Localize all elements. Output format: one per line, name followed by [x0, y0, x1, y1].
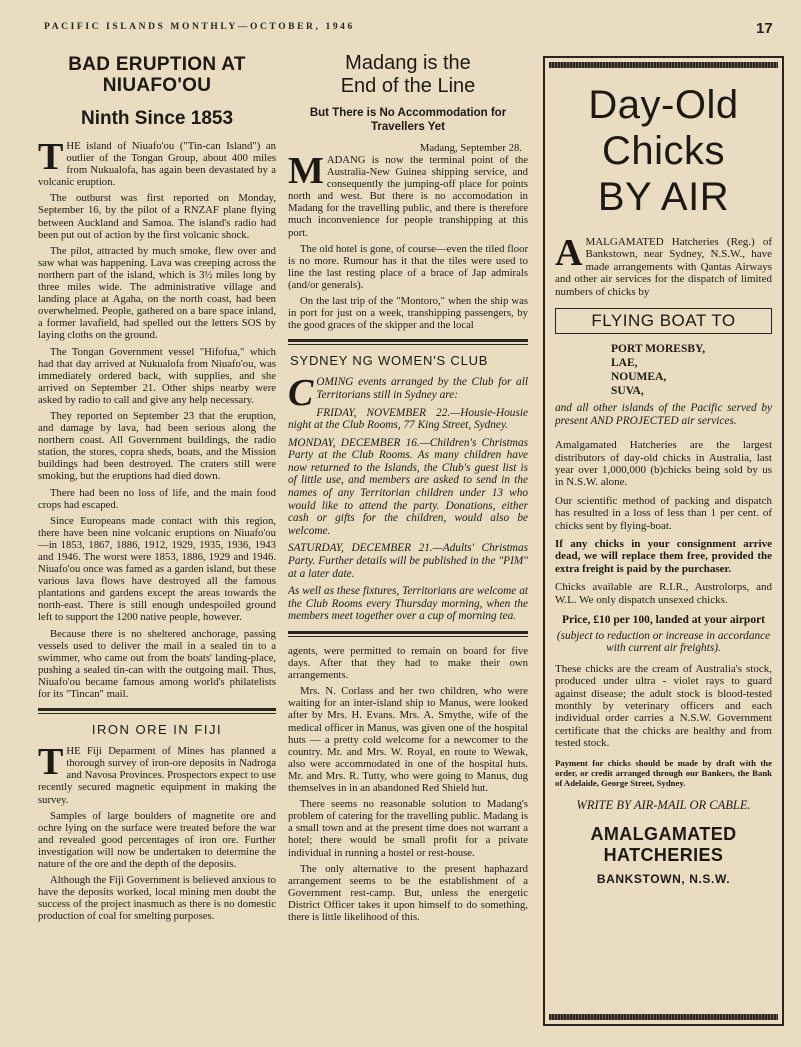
paragraph: As well as these fixtures, Territorians are welcome at the Club Rooms every Thursday morning, when the members meet together over a cup of morning tea. [288, 585, 528, 623]
ad-location: BANKSTOWN, N.S.W. [596, 871, 731, 886]
ad-port: SUVA, [611, 385, 644, 398]
ad-paragraph: These chicks are the cream of Australia's stock, produced under ultra - violet rays to guard against disease; the adult stock is blood-tested monthly by veterinary officers and each individual order carries a N.S.W. Government certificate that the chicks are healthy and from tested stock. [555, 662, 772, 750]
paragraph: They reported on September 23 that the eruption, and damage by lava, had been serious along the northern coast. All Government buildings, the radio station, the stores, copra sheds, boats, and the Mission buildings had been destroyed. The craters still were smoking, but the eruptions had died down. [38, 409, 276, 483]
paragraph: Because there is no sheltered anchorage, passing vessels used to deliver the mail in a sealed tin to a swimmer, who came out from the boats' landing-place, pushing a sealed tin-can with the outgoing mail. Thus, Niuafo'ou became famous among world's philatelists for its "Tincan" mail. [38, 627, 276, 701]
paragraph: Samples of large boulders of magnetite ore and ochre lying on the surface were treated before the war and revealed good percentages of iron ore. Further investigation will now be undertaken to determine the nature of the ore and the depth of the deposits. [38, 809, 276, 870]
ad-port: NOUMEA, [611, 371, 667, 384]
paragraph: The only alternative to the present haphazard arrangement seems to be the establishment of a Government rest-camp. But, unless the energetic District Officer takes it upon himself to do something, there is little likelihood of this. [288, 862, 528, 923]
paragraph: THE island of Niuafo'ou ("Tin-can Island") an outlier of the Tongan Group, about 400 miles from Nukualofa, has again been devastated by a volcanic eruption. [38, 136, 276, 189]
dateline: Madang, September 28. [419, 142, 522, 154]
page-number: 17 [756, 20, 773, 37]
article-iron-body [38, 741, 276, 923]
subhead-ninth: Ninth Since 1853 [80, 108, 234, 129]
paragraph: Mrs. N. Corlass and her two children, who were waiting for an inter-island ship to Manus, were looked after by Mrs. H. Evans. Mrs. A. Smythe, wife of the medical officer in Manus, was given one of the hospital huts — a pretty cold welcome for a newcomer to the country. Mr. and Mrs. W. Royal, en route to Wewak, also were accommodated in one of the hospital huts. Mr. and Mrs. R. Tutty, who were going to Manus, dug themselves in in an abandoned Red Shield hut. [288, 685, 528, 795]
ad-border-bar [549, 1014, 778, 1020]
ad-border-bar [549, 62, 778, 68]
headline-madang-1: Madang is the [345, 52, 471, 74]
headline-madang-2: End of the Line [340, 75, 476, 97]
ad-payment-note: Payment for chicks should be made by draft with the order, or credit arranged through our Bankers, the Bank of Adelaide, George Street, Sydney. [555, 757, 772, 788]
paragraph: Since Europeans made contact with this region, there have been nine volcanic eruptions on Niuafo'ou—in 1853, 1867, 1886, 1912, 1929, 1935, 1936, 1943 and 1946. The worst were 1853, 1886, 1929 and 1946. Niuafo'ou once was famed as a garden island, but these various lava flows have destroyed all the famous plantations and gardens except the areas towards the north-east. There is still enough undespoiled ground left to support the 1200 native people, however. [38, 514, 276, 624]
headline-iron-ore: IRON ORE IN FIJI [91, 722, 223, 738]
subhead-accommodation: But There is No Accommodation for Travellers Yet [309, 107, 507, 133]
column-madang [288, 52, 528, 927]
paragraph: MONDAY, DECEMBER 16.—Children's Christmas Party at the Club Rooms. As many children have now returned to the Islands, the Club's guest list is of little use, and members are asked to send in the names of any Territorian children under 13 who would like to attend the party. Donations, either cash or gifts for the children, would also be welcome. [288, 436, 528, 537]
paragraph: The Tongan Government vessel "Hifofua," which had that day arrived at Nukualofa from Niuafo'ou, was immediately ordered back, with supplies, and she arrived on September 21. Other ships nearby were asked by radio to call and give any help necessary. [38, 345, 276, 406]
headline-eruption: BAD ERUPTION AT NIUAFO'OU [68, 54, 246, 96]
ad-paragraph: Amalgamated Hatcheries are the largest distributors of day-old chicks in Australia, last year over 1,000,000 (b)chicks being sold by us in N.S.W. alone. [555, 439, 772, 489]
ad-write-by-air-mail: WRITE BY AIR-MAIL OR CABLE. [576, 797, 751, 812]
ad-port-list [555, 342, 772, 398]
dropcap: A [555, 232, 583, 274]
ad-paragraph: Chicks available are R.I.R., Austrolorps, and W.L. We only dispatch unsexed chicks. [555, 581, 772, 606]
ad-title-by-air: BY AIR [597, 175, 730, 219]
paragraph: The old hotel is gone, of course—even the tiled floor is no more. Rumour has it that the tiles were used to line the last resting place of a brace of Jap admirals (and/or generals). [288, 242, 528, 291]
paragraph: SATURDAY, DECEMBER 21.—Adults' Christmas Party. Further details will be published in the "PIM" at a later date. [288, 542, 528, 580]
divider [288, 631, 528, 637]
paragraph: agents, were permitted to remain on board for five days. After that they had to make their own arrangements. [288, 645, 528, 682]
dropcap: T [38, 741, 64, 784]
paragraph: THE Fiji Deparment of Mines has planned a thorough survey of iron-ore deposits in Nadroga and Navosa Provinces. Prospectors expect to use recently secured magnetic equipment in making the survey. [38, 741, 276, 806]
ad-paragraph-guarantee: If any chicks in your consignment arrive dead, we will replace them free, provided the extra freight is paid by the purchaser. [555, 538, 772, 575]
dropcap: C [288, 372, 314, 415]
ad-italic-services: and all other islands of the Pacific served by present AND PROJECTED air services. [555, 402, 772, 427]
paragraph: FRIDAY, NOVEMBER 22.—Housie-Housie night at the Club Rooms, 77 King Street, Sydney. [288, 406, 528, 432]
paragraph: MADANG is now the terminal point of the Australia-New Guinea shipping service, and consequently the jumping-off place for points north and west. But there is no accomodation in Madang for the travelling public, and there is therefore much inconvenience for people transhipping at this port. [288, 150, 528, 239]
dropcap: T [38, 136, 64, 178]
ad-title-day-old: Day-Old [588, 83, 739, 127]
column-eruption [38, 52, 276, 926]
paragraph: The outburst was first reported on Monday, September 16, by the pilot of a RNZAF plane flying between Auckland and Samoa. The island's radio had been put out of action by the first volcanic shock. [38, 192, 276, 241]
paragraph: COMING events arranged by the Club for all Territorians still in Sydney are: [288, 372, 528, 415]
dropcap: M [288, 150, 324, 192]
ad-paragraph: Our scientific method of packing and dispatch has resulted in a loss of less than 1 per cent. of chicks sent by flying-boat. [555, 494, 772, 532]
paragraph: Although the Fiji Government is believed anxious to have the deposits worked, local mining men doubt the success of the project inasmuch as there is no domestic production of coal for smelting purposes. [38, 874, 276, 923]
ad-company-1: AMALGAMATED [590, 823, 737, 844]
ad-port: PORT MORESBY, [611, 343, 706, 356]
running-header: PACIFIC ISLANDS MONTHLY—OCTOBER, 1946 [44, 22, 355, 32]
ad-italic-freight: (subject to reduction or increase in accordance with current air freights). [556, 629, 771, 655]
article-eruption-body [38, 136, 276, 701]
ad-port: LAE, [611, 357, 638, 370]
ad-frame [543, 56, 784, 1026]
ad-title-chicks: Chicks [601, 129, 726, 173]
ad-price: Price, £10 per 100, landed at your airport [561, 614, 766, 627]
paragraph: On the last trip of the "Montoro," when the ship was in port for just on a week, transhipping passengers, by the good graces of the skipper and the local [288, 295, 528, 332]
ad-company-2: HATCHERIES [603, 844, 724, 865]
paragraph: There seems no reasonable solution to Madang's problem of catering for the travelling public. Madang is a small town and at the present time does not warrant a hotel; there would be small profit for a private individual in running a hostel or rest-house. [288, 798, 528, 859]
ad-paragraph: AMALGAMATED Hatcheries (Reg.) of Bankstown, near Sydney, N.S.W., have made arrangements with Qantas Airways and other air services for the dispatch of limited numbers of chicks by [555, 232, 772, 298]
divider [38, 708, 276, 714]
ad-flying-boat: FLYING BOAT TO [555, 308, 772, 334]
headline-womens-club: SYDNEY NG WOMEN'S CLUB [290, 353, 489, 369]
paragraph: There had been no loss of life, and the main food crops had escaped. [38, 486, 276, 511]
paragraph: The pilot, attracted by much smoke, flew over and saw what was happening. Lava was creeping across the northern part of the island, which is 3½ miles long by three miles wide. The administrative village and landing place at Agaha, on the north coast, had been overwhelmed. People, gathered on a bare space inland, a former lavafield, had spelled out the letters SOS by laying cloths on the ground. [38, 244, 276, 342]
advertisement-chicks [543, 56, 784, 1026]
divider [288, 339, 528, 345]
